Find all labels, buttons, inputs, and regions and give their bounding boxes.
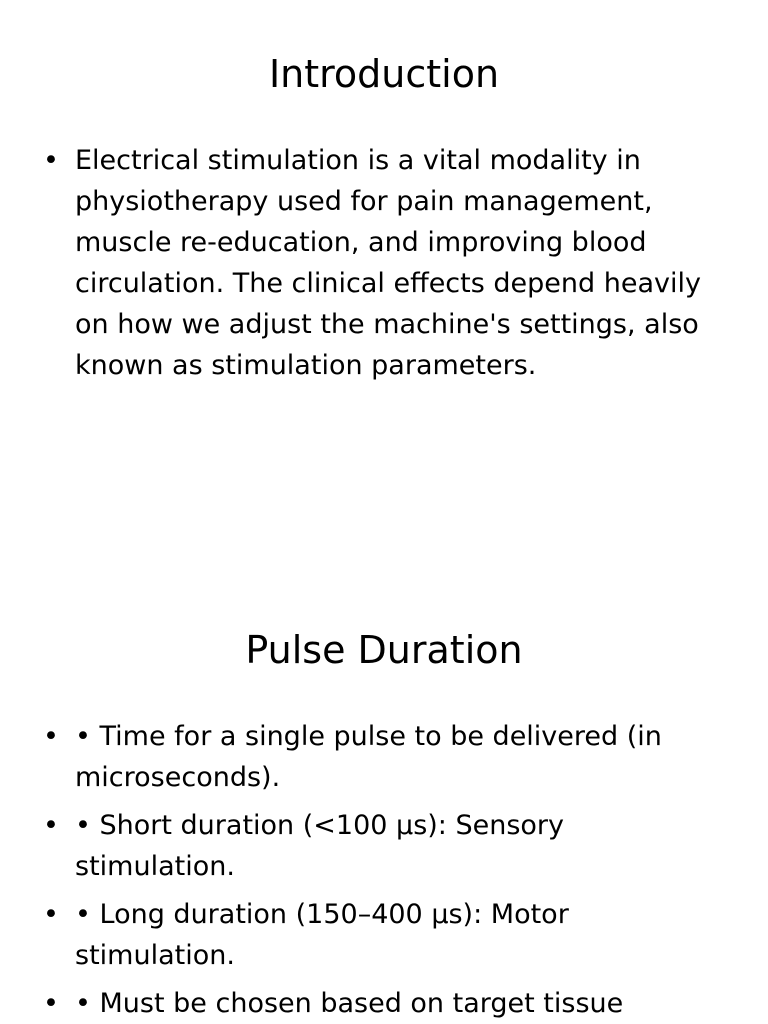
- bullet-list: [0, 140, 768, 393]
- bullet-item: [0, 983, 768, 1024]
- bullet-dot-icon: •: [43, 988, 59, 1019]
- bullet-list: [0, 716, 768, 1024]
- bullet-dot-icon: •: [43, 899, 59, 930]
- bullet-text: • Long duration (150–400 µs): Motor stimulation.: [75, 899, 569, 971]
- bullet-text: • Short duration (<100 µs): Sensory stimulation.: [75, 810, 565, 882]
- bullet-dot-icon: •: [43, 145, 59, 176]
- bullet-text: • Must be chosen based on target tissue: [75, 988, 624, 1019]
- bullet-text: Electrical stimulation is a vital modality in physiotherapy used for pain management, muscle re-education, and improving blood circulation. The clinical effects depend heavily on how we adjust the machine's settings, also known as stimulation parameters.: [75, 145, 701, 381]
- bullet-item: [0, 140, 768, 386]
- bullet-item: [0, 894, 768, 976]
- bullet-text: • Time for a single pulse to be delivered (in microseconds).: [75, 721, 662, 793]
- slide-pulse-duration: [0, 576, 768, 1024]
- bullet-dot-icon: •: [43, 721, 59, 752]
- slide-title: Pulse Duration: [245, 628, 523, 672]
- slide-title: Introduction: [268, 52, 500, 96]
- bullet-item: [0, 716, 768, 798]
- bullet-dot-icon: •: [43, 810, 59, 841]
- bullet-item: [0, 805, 768, 887]
